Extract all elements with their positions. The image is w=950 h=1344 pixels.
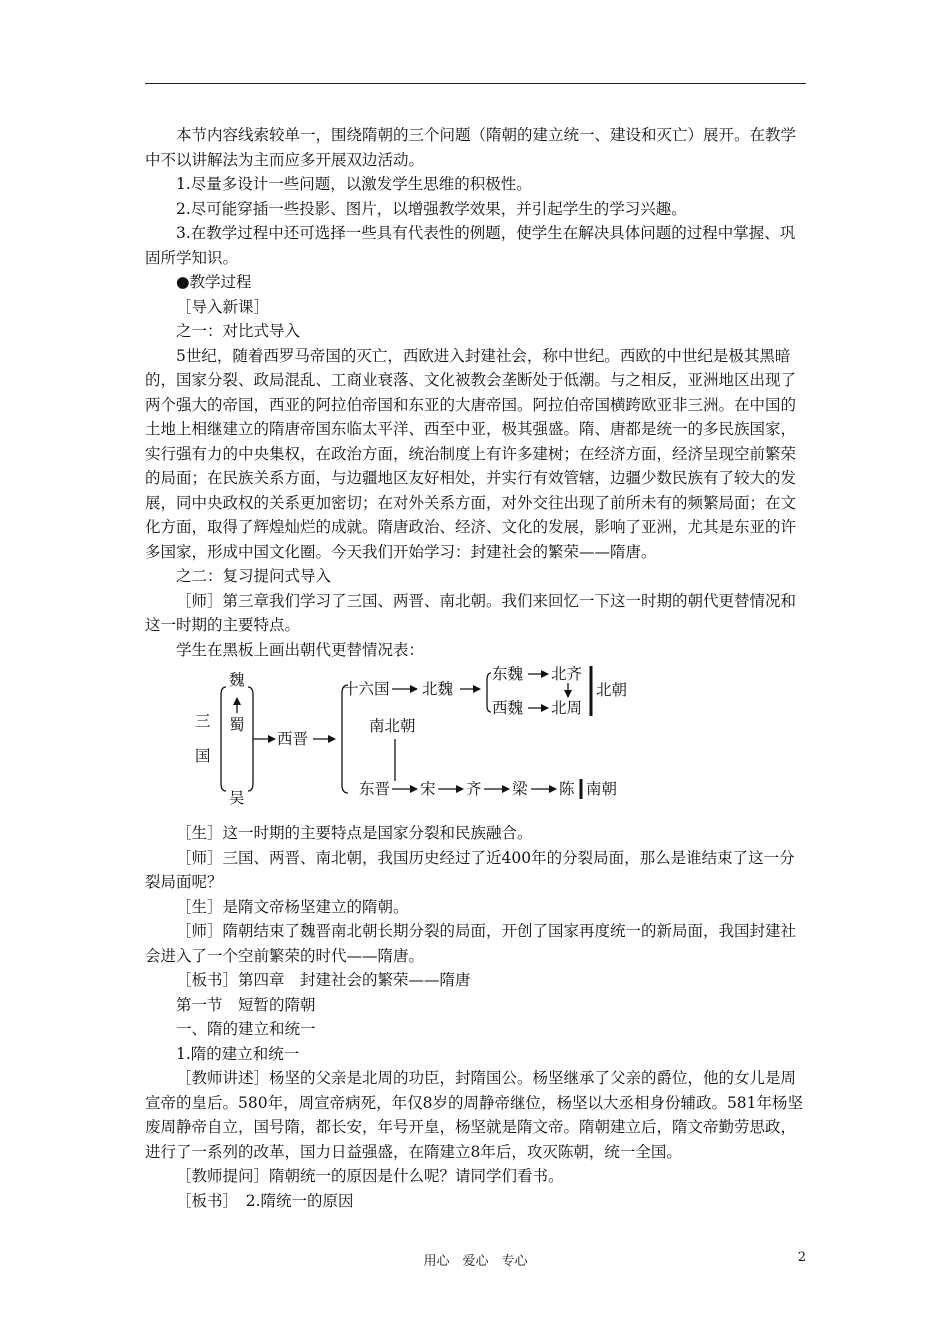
- paragraph: 2.尽可能穿插一些投影、图片，以增强教学效果，并引起学生的学习兴趣。: [176, 199, 687, 218]
- paragraph: ［导入新课］: [176, 297, 270, 316]
- label-song: 宋: [420, 780, 436, 798]
- paragraph: ［师］三国、两晋、南北朝，我国历史经过了近400年的分裂局面，那么是谁结束了这一分裂局面呢？: [145, 848, 795, 891]
- label-xijin: 西晋: [277, 730, 309, 748]
- label-beichao: 北朝: [596, 681, 628, 699]
- paragraph: 1.尽量多设计一些问题，以激发学生思维的积极性。: [176, 175, 532, 193]
- section-heading: 第一节 短暂的隋朝: [176, 995, 316, 1014]
- paragraph: ［板书］ 2.隋统一的原因: [176, 1191, 354, 1210]
- paragraph: 3.在教学过程中还可选择一些具有代表性的例题，使学生在解决具体问题的过程中掌握、巩固所学知识。: [145, 224, 796, 267]
- section-heading: 1.隋的建立和统一: [176, 1044, 300, 1063]
- page-body: [145, 123, 806, 1213]
- label-beizhou: 北周: [551, 699, 583, 717]
- section-heading: ●教学过程: [176, 273, 252, 291]
- label-wei: 魏: [229, 671, 245, 689]
- paragraph: ［师］隋朝结束了魏晋南北朝长期分裂的局面，开创了国家再度统一的新局面，我国封建社会进入了一个空前繁荣的时代——隋唐。: [145, 922, 797, 965]
- label-qi: 齐: [466, 780, 482, 798]
- paragraph: 学生在黑板上画出朝代更替情况表：: [176, 640, 425, 659]
- paragraph: ［生］是隋文帝杨坚建立的隋朝。: [176, 897, 409, 916]
- section-heading: 一、隋的建立和统一: [176, 1020, 316, 1038]
- page-number: 2: [797, 1250, 806, 1265]
- paragraph: 5世纪，随着西罗马帝国的灭亡，西欧进入封建社会，称中世纪。西欧的中世纪是极其黑暗的，国家分裂、政局混乱、工商业衰落、文化被教会垄断处于低潮。与之相反，亚洲地区出现了两个强大的帝国，西亚的阿拉伯帝国和东亚的大唐帝国。阿拉伯帝国横跨欧亚非三洲。在中国的土地上相继建立的隋唐帝国东临太平洋、西至中亚，极其强盛。隋、唐都是统一的多民族国家，实行强有力的中央集权，在政治方面，统治制度上有许多建树；在经济方面，经济呈现空前繁荣的局面；在民族关系方面，与边疆地区友好相处，并实行有效管辖，边疆少数民族有了较大的发展，同中央政权的关系更加密切；在对外关系方面，对外交往出现了前所未有的频繁局面；在文化方面，取得了辉煌灿烂的成就。隋唐政治、经济、文化的发展，影响了亚洲，尤其是东亚的许多国家，形成中国文化圈。今天我们开始学习：封建社会的繁荣——隋唐。: [145, 346, 797, 561]
- dynasty-succession-diagram: [145, 665, 806, 815]
- label-beiqi: 北齐: [551, 665, 583, 683]
- label-guo: 国: [195, 747, 211, 765]
- label-nanchao: 南朝: [586, 780, 618, 798]
- label-beiwei: 北魏: [422, 680, 454, 698]
- label-dongjin: 东晋: [359, 780, 391, 798]
- paragraph: ［生］这一时期的主要特点是国家分裂和民族融合。: [176, 824, 533, 842]
- label-xiwei: 西魏: [492, 699, 524, 717]
- label-nanbeichao: 南北朝: [369, 717, 416, 735]
- paragraph: 本节内容线索较单一，围绕隋朝的三个问题（隋朝的建立统一、建设和灭亡）展开。在教学中不以讲解法为主而应多开展双边活动。: [145, 126, 797, 169]
- footer-motto: 用心 爱心 专心: [423, 1254, 528, 1269]
- label-chen: 陈: [559, 780, 575, 798]
- label-shiliuguo: 十六国: [343, 680, 390, 698]
- paragraph: ［教师讲述］杨坚的父亲是北周的功臣，封隋国公。杨坚继承了父亲的爵位，他的女儿是周宣帝的皇后。580年，周宣帝病死，年仅8岁的周静帝继位，杨坚以大丞相身份辅政。581年杨坚废周静帝自立，国号隋，都长安，年号开皇，杨坚就是隋文帝。隋朝建立后，隋文帝勤劳思政，进行了一系列的改革，国力日益强盛，在隋建立8年后，攻灭陈朝，统一全国。: [145, 1069, 804, 1161]
- label-liang: 梁: [512, 780, 528, 798]
- header-rule: [145, 83, 806, 84]
- label-shu: 蜀: [229, 716, 245, 734]
- label-san: 三: [195, 712, 211, 730]
- label-dongwei: 东魏: [492, 665, 524, 683]
- paragraph: ［教师提问］隋朝统一的原因是什么呢？请同学们看书。: [176, 1167, 564, 1185]
- label-wu: 吴: [229, 789, 245, 807]
- paragraph: ［师］第三章我们学习了三国、两晋、南北朝。我们来回忆一下这一时期的朝代更替情况和这一时期的主要特点。: [145, 591, 797, 634]
- paragraph: 之一：对比式导入: [176, 322, 301, 340]
- paragraph: 之二：复习提问式导入: [176, 567, 332, 585]
- paragraph: ［板书］第四章 封建社会的繁荣——隋唐: [176, 971, 471, 989]
